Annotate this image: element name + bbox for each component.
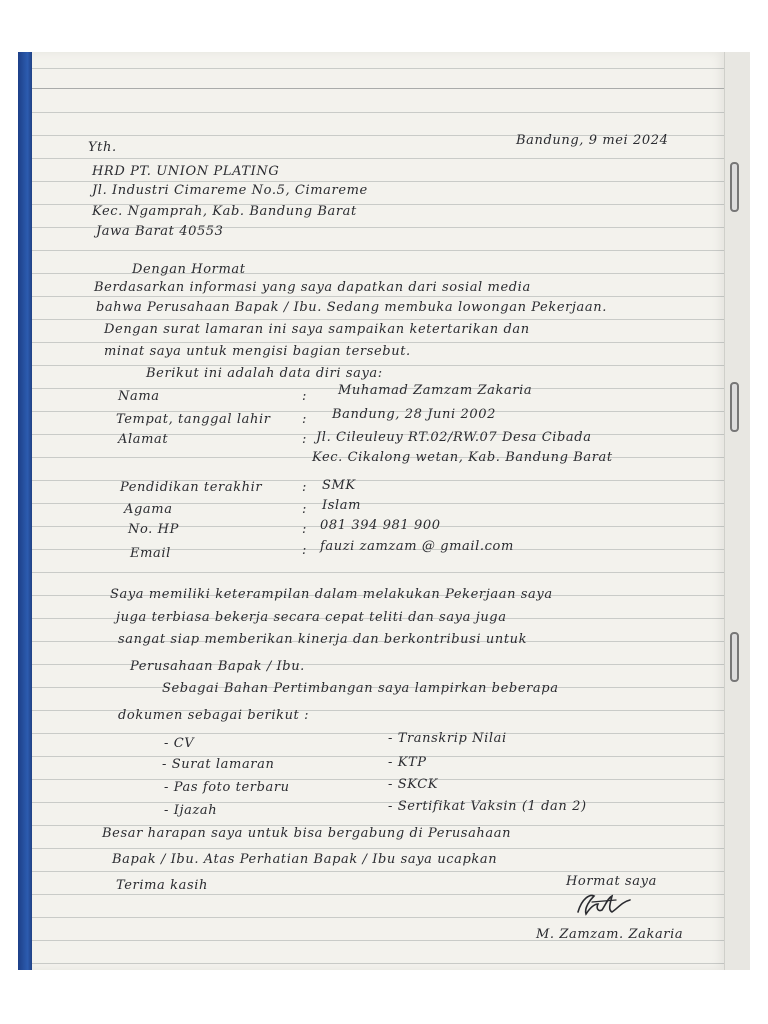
field-value: fauzi zamzam @ gmail.com: [320, 539, 514, 554]
field-value: SMK: [322, 478, 356, 493]
field-label: Pendidikan terakhir: [120, 480, 263, 495]
regards: Hormat saya: [566, 874, 657, 889]
paragraph1-line: Berdasarkan informasi yang saya dapatkan dari sosial media: [94, 280, 531, 295]
paragraph2-line: Perusahaan Bapak / Ibu.: [130, 659, 305, 674]
paragraph3-line: Sebagai Bahan Pertimbangan saya lampirkan beberapa: [162, 681, 559, 696]
paragraph1-line: Dengan surat lamaran ini saya sampaikan ketertarikan dan: [104, 322, 530, 337]
field-value: Jl. Cileuleuy RT.02/RW.07 Desa Cibada: [316, 430, 592, 445]
paragraph1-line: bahwa Perusahaan Bapak / Ibu. Sedang membuka lowongan Pekerjaan.: [96, 300, 607, 315]
field-label: Alamat: [118, 432, 169, 447]
recipient-line: HRD PT. UNION PLATING: [92, 164, 280, 179]
attachment-item: - Ijazah: [164, 803, 218, 818]
attachment-item: - Transkrip Nilai: [388, 731, 507, 746]
binder-ring: [730, 632, 739, 682]
attachment-item: - Pas foto terbaru: [164, 780, 290, 795]
recipient-line: Kec. Ngamprah, Kab. Bandung Barat: [92, 204, 357, 219]
field-value: Bandung, 28 Juni 2002: [332, 407, 496, 422]
paragraph1-line: minat saya untuk mengisi bagian tersebut.: [104, 344, 411, 359]
page-top-rule: [32, 88, 726, 89]
paragraph3-line: dokumen sebagai berikut :: [118, 708, 310, 723]
field-colon: :: [302, 412, 307, 427]
field-value: Kec. Cikalong wetan, Kab. Bandung Barat: [312, 450, 613, 465]
recipient-line: Jawa Barat 40553: [96, 224, 224, 239]
paragraph2-line: juga terbiasa bekerja secara cepat teliti dan saya juga: [116, 610, 507, 625]
field-colon: :: [302, 389, 307, 404]
field-value: Islam: [322, 498, 362, 513]
binder-ring: [730, 382, 739, 432]
field-colon: :: [302, 480, 307, 495]
attachment-item: - CV: [164, 736, 195, 751]
paragraph2-line: sangat siap memberikan kinerja dan berkontribusi untuk: [118, 632, 528, 647]
field-label: Agama: [124, 502, 173, 517]
field-colon: :: [302, 432, 307, 447]
field-colon: :: [302, 543, 307, 558]
thanks: Terima kasih: [116, 878, 208, 893]
field-colon: :: [302, 522, 307, 537]
attachment-item: - SKCK: [388, 777, 439, 792]
salutation-to: Yth.: [88, 140, 117, 155]
field-value: 081 394 981 900: [320, 518, 441, 533]
field-label: No. HP: [128, 522, 179, 537]
greeting: Dengan Hormat: [132, 262, 246, 277]
closing-line: Besar harapan saya untuk bisa bergabung di Perusahaan: [102, 826, 512, 841]
attachment-item: - KTP: [388, 755, 427, 770]
data-intro: Berikut ini adalah data diri saya:: [146, 366, 383, 381]
signer-name: M. Zamzam. Zakaria: [536, 927, 684, 942]
field-label: Email: [130, 546, 171, 561]
field-label: Tempat, tanggal lahir: [116, 412, 271, 427]
paragraph2-line: Saya memiliki keterampilan dalam melakukan Pekerjaan saya: [110, 587, 553, 602]
handwritten-signature: [572, 890, 636, 918]
field-label: Nama: [118, 389, 160, 404]
attachment-item: - Surat lamaran: [162, 757, 275, 772]
binder-ring: [730, 162, 739, 212]
place-date: Bandung, 9 mei 2024: [516, 133, 669, 148]
attachment-item: - Sertifikat Vaksin (1 dan 2): [388, 799, 587, 814]
field-value: Muhamad Zamzam Zakaria: [338, 383, 533, 398]
recipient-line: Jl. Industri Cimareme No.5, Cimareme: [92, 183, 368, 198]
closing-line: Bapak / Ibu. Atas Perhatian Bapak / Ibu saya ucapkan: [112, 852, 498, 867]
field-colon: :: [302, 502, 307, 517]
